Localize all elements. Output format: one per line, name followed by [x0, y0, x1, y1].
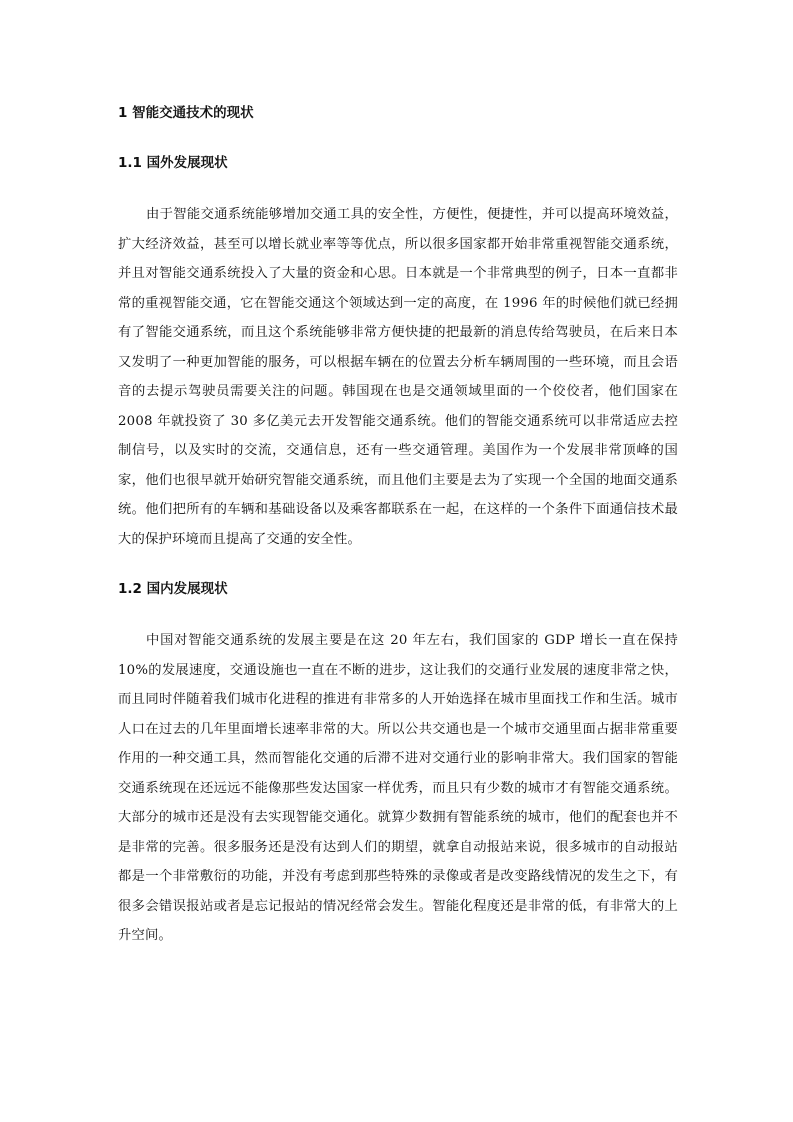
document-body: [118, 100, 678, 973]
section-1-heading: 1 智能交通技术的现状: [118, 105, 254, 121]
section-1-2-heading: 1.2 国内发展现状: [118, 581, 228, 597]
section-1-2-paragraph: 中国对智能交通系统的发展主要是在这 20 年左右，我们国家的 GDP 增长一直在保持 10%的发展速度，交通设施也一直在不断的进步，这让我们的交通行业发展的速度非常之快，而且同时伴随着我们城市化进程的推进有非常多的人开始选择在城市里面找工作和生活。城市人口在过去的几年里面增长速率非常的大。所以公共交通也是一个城市交通里面占据非常重要作用的一种交通工具，然而智能化交通的后滞不进对交通行业的影响非常大。我们国家的智能交通系统现在还远远不能像那些发达国家一样优秀，而且只有少数的城市才有智能交通系统。大部分的城市还是没有去实现智能交通化。就算少数拥有智能系统的城市，他们的配套也并不是非常的完善。很多服务还是没有达到人们的期望，就拿自动报站来说，很多城市的自动报站都是一个非常敷衍的功能，并没有考虑到那些特殊的录像或者是改变路线情况的发生之下，有很多会错误报站或者是忘记报站的情况经常会发生。智能化程度还是非常的低，有非常大的上升空间。: [118, 633, 678, 943]
section-1-1-heading: 1.1 国外发展现状: [118, 155, 228, 171]
section-1-1-paragraph: 由于智能交通系统能够增加交通工具的安全性，方便性，便捷性，并可以提高环境效益，扩大经济效益，甚至可以增长就业率等等优点，所以很多国家都开始非常重视智能交通系统，并且对智能交通系统投入了大量的资金和心思。日本就是一个非常典型的例子，日本一直都非常的重视智能交通，它在智能交通这个领域达到一定的高度，在 1996 年的时候他们就已经拥有了智能交通系统，而且这个系统能够非常方便快捷的把最新的消息传给驾驶员，在后来日本又发明了一种更加智能的服务，可以根据车辆在的位置去分析车辆周围的一些环境，而且会语音的去提示驾驶员需要关注的问题。韩国现在也是交通领域里面的一个佼佼者，他们国家在 2008 年就投资了 30 多亿美元去开发智能交通系统。他们的智能交通系统可以非常适应去控制信号，以及实时的交流，交通信息，还有一些交通管理。美国作为一个发展非常顶峰的国家，他们也很早就开始研究智能交通系统，而且他们主要是去为了实现一个全国的地面交通系统。他们把所有的车辆和基础设备以及乘客都联系在一起，在这样的一个条件下面通信技术最大的保护环境而且提高了交通的安全性。: [118, 207, 678, 547]
